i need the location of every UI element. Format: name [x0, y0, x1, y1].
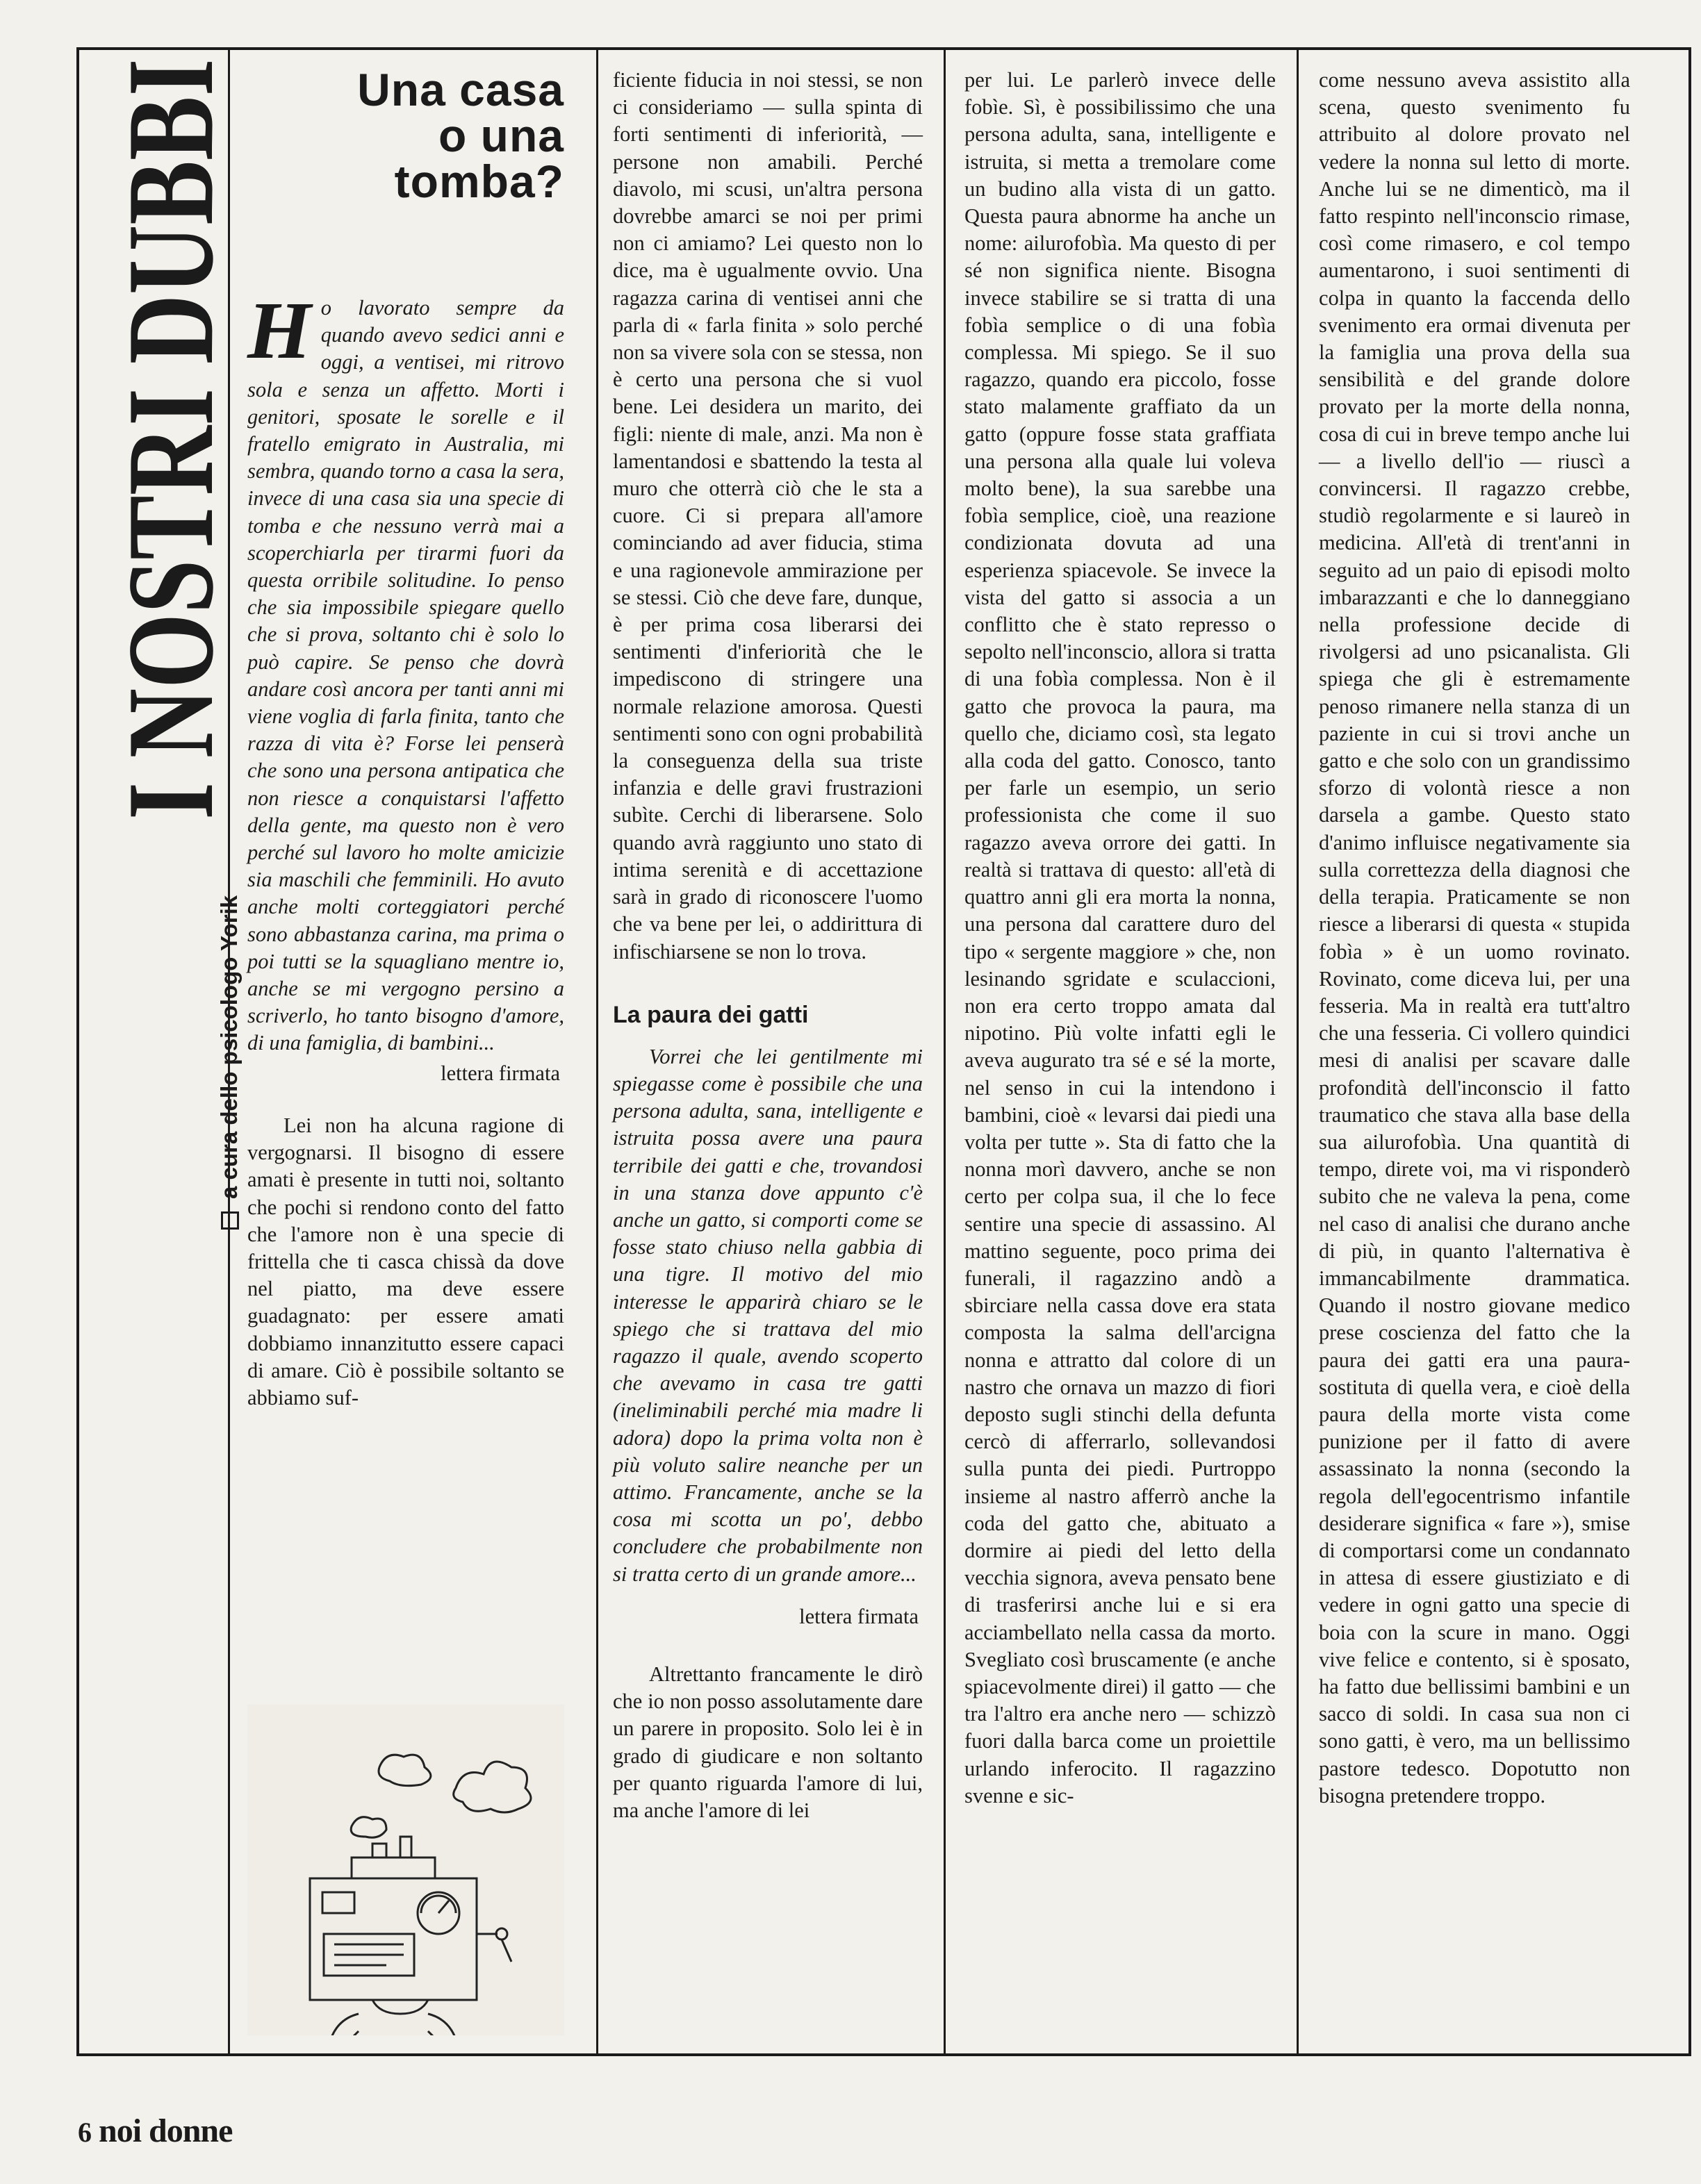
letter-signature: lettera firmata [441, 1061, 560, 1085]
column-rule [944, 47, 946, 2056]
column-rule [1297, 47, 1299, 2056]
illustration [247, 1705, 564, 2035]
headline-line: o una [438, 110, 564, 161]
article-column-4 [1319, 67, 1630, 1810]
letter-signature: lettera firmata [799, 1604, 919, 1628]
headline-line: tomba? [394, 156, 564, 207]
headline-line: Una casa [357, 64, 564, 115]
article-column-1 [247, 64, 564, 1412]
reply-2-part-3: come nessuno aveva assistito alla scena, questo svenimento fu attribuito al dolore provato nel vedere la nonna sul letto di morte. Anche lui se ne dimenticò, ma il fatto respinto nell'inconscio rimase, così come rimasero, e col tempo aumentarono, i suoi sentimenti di colpa in quanto la faccenda dello svenimento era ormai divenuta per la famiglia una prova della sua sensibilità e del grande dolore provato per la morte della nonna, cosa di cui in breve tempo anche lui — a livello dell'io — riuscì a convincersi. Il ragazzo crebbe, studiò regolarmente e si laureò in medicina. All'età di trent'anni in seguito ad un paio di episodi molto imbarazzanti e che lo danneggiano nella professione decide di rivolgersi ad uno psicanalista. Gli spiega che gli è estremamente penoso rimanere nella stanza di un paziente in cui si trovi anche un gatto e che solo con un grandissimo sforzo di volontà riesce a non darsela a gambe. Questo stato d'animo influisce negativamente sia sulla correttezza della diagnosi che della terapia. Praticamente se non riesce a liberarsi di questa « stupida fobìa » è un uomo rovinato. Rovinato, come diceva lui, per una fesseria. Ma in realtà era tutt'altro che una fesseria. Ci vollero quindici mesi di analisi per scavare dalle profondità dell'inconscio il fatto traumatico che stava alla base della sua ailurofobìa. Una quantità di tempo, direte voi, ma vi risponderò subito che ne valeva la pena, come nel caso di analisi che durano anche di più, in quanto l'alternativa è immancabilmente drammatica. Quando il nostro giovane medico prese coscienza del fatto che la paura dei gatti era una paura-sostituta di quella vera, e cioè della paura della morte vista come punizione per il fatto di avere assassinato la nonna (secondo la regola dell'egocentrismo infantile desiderare significa « fare »), smise di comportarsi come un condannato in attesa di essere giustiziato e di vedere in ogni gatto una specie di boia con la scure in mano. Oggi vive felice e contento, si è sposato, ha fatto due bellissimi bambini e un sacco di soldi. In casa sua non ci sono gatti, è vero, ma un bellissimo pastore tedesco. Dopotutto non bisogna pretendere troppo. [1319, 68, 1630, 1807]
reply-1-part-2: ficiente fiducia in noi stessi, se non ci consideriamo — sulla spinta di forti sentimenti di inferiorità, — persone non amabili. Perché diavolo, mi scusi, un'altra persona dovrebbe amarci se noi per primi non ci amiamo? Lei questo non lo dice, ma è ugualmente ovvio. Una ragazza carina di ventisei anni che parla di « farla finita » solo perché non sa vivere sola con se stessa, non è certo una persona che si vuol bene. Lei desidera un marito, dei figli: niente di male, anzi. Ma non è lamentandosi e sbattendo la testa al muro che otterrà ciò che le sta a cuore. Ci si prepara all'amore cominciando ad aver fiducia, stima e una ragionevole ammirazione per se stessi. Ciò che deve fare, dunque, è per prima cosa liberarsi dei sentimenti d'inferiorità che le impediscono di stringere una normale relazione amorosa. Questi sentimenti sono con ogni probabilità la conseguenza della sua triste infanzia e delle gravi frustrazioni subìte. Cerchi di liberarsene. Solo quando avrà raggiunto uno stato di intima serenità e di accettazione sarà in grado di riconoscere l'uomo che va bene per lei, o addirittura di infischiarsene se non lo trova. [613, 68, 923, 963]
checkbox-square-icon [221, 1211, 239, 1230]
byline-text: a cura dello psicologo Yorik [216, 895, 242, 1199]
letter-1-text: o lavorato sempre da quando avevo sedici anni e oggi, a ventisei, mi ritrovo sola e senza un affetto. Morti i genitori, sposate le sorelle e il fratello emigrato in Australia, mi sembra, quando torno a casa la sera, invece di una casa sia una specie di tomba e che nessuno verrà mai a scoperchiarla per tirarmi fuori da questa orribile solitudine. Io penso che sia impossibile spiegare quello che si prova, soltanto chi è solo lo può capire. Se penso che dovrà andare così ancora per tanti anni mi viene voglia di farla finita, tanto che razza di vita è? Forse lei penserà che sono una persona antipatica che non riesce a conquistarsi l'affetto della gente, ma questo non è vero perché sul lavoro ho molte amicizie sia maschili che femminili. Ho avuto anche molti corteggiatori perché sono abbastanza carina, ma prima o poi tutti se la squagliano mentre io, anche se mi vergogno persino a scriverlo, ho tanto bisogno d'amore, di una famiglia, di bambini... [247, 296, 564, 1055]
article-column-2 [613, 67, 923, 1824]
reply-2-part-1: Altrettanto francamente le dirò che io non posso assolutamente dare un parere in proposito. Solo lei è in grado di giudicare e non soltanto per quanto riguarda l'amore di lui, ma anche l'amore di lei [613, 1662, 923, 1822]
section-subhead: La paura dei gatti [613, 1001, 809, 1028]
page-footer [78, 2112, 232, 2150]
headline [247, 64, 564, 207]
article-column-3 [964, 67, 1276, 1810]
magazine-logo: noi donne [99, 2112, 233, 2149]
page-number: 6 [78, 2117, 92, 2148]
drop-cap: H [247, 285, 311, 376]
byline [215, 895, 243, 1230]
section-title: I NOSTRI DUBBI [101, 58, 239, 820]
reader-letter-2: Vorrei che lei gentilmente mi spiegasse come è possibile che una persona adulta, sana, intelligente e istruita possa avere una paura terribile dei gatti e che, trovandosi in una stanza dove appunto c'è anche un gatto, si comporti come se fosse stato chiuso nella gabbia di una tigre. Il motivo del mio interesse le apparirà chiaro se le spiego che si trattava del mio ragazzo il quale, avendo scoperto che avevamo in casa tre gatti (ineliminabili perché mia madre li adora) dopo la prima volta non è più voluto salire neanche per un attimo. Francamente, anche se la cosa mi scotta un po', debbo concludere che probabilmente non si tratta certo di un grande amore... [613, 1044, 923, 1586]
section-banner [101, 49, 257, 1230]
column-rule [596, 47, 598, 2056]
reader-letter-1 [247, 285, 564, 1057]
reply-1-part-1: Lei non ha alcuna ragione di vergognarsi. Il bisogno di essere amati è presente in tutti noi, soltanto che pochi si rendono conto del fatto che l'amore non è una specie di frittella che ti casca chissà da dove nel piatto, ma deve essere guadagnato: per essere amati dobbiamo innanzitutto essere capaci di amare. Ciò è possibile soltanto se abbiamo suf- [247, 1113, 564, 1409]
robot-head-illustration [247, 1705, 564, 2035]
reply-2-part-2: per lui. Le parlerò invece delle fobìe. Sì, è possibilissimo che una persona adulta, sana, intelligente e istruita, si metta a tremolare come un budino alla vista di un gatto. Questa paura abnorme ha anche un nome: ailurofobìa. Ma questo di per sé non significa niente. Bisogna invece stabilire se si tratta di una fobìa semplice o di una fobìa complessa. Mi spiego. Se il suo ragazzo, quando era piccolo, fosse stato malamente graffiato da un gatto (oppure fosse stata graffiata una persona alla quale lui voleva molto bene), la sua sarebbe una fobìa semplice, cioè, una reazione condizionata dovuta ad una esperienza spiacevole. Se invece la vista del gatto si associa a un conflitto che è stato represso o sepolto nell'inconscio, allora si tratta di una fobìa complessa. Non è il gatto che provoca la paura, ma quello che, diciamo così, sta legato alla coda del gatto. Conosco, tanto per farle un esempio, un serio professionista che come il suo ragazzo aveva orrore dei gatti. In realtà si trattava di questo: all'età di quattro anni gli era morta la nonna, una persona dal carattere duro del tipo « sergente maggiore » che, non lesinando sgridate e sculaccioni, non era certo troppo amata dal nipotino. Più volte infatti egli le aveva augurato tra sé e sé la morte, nel senso in cui la intendono i bambini, cioè « levarsi dai piedi una volta per tutte ». Sta di fatto che la nonna morì davvero, anche se non certo per colpa sua, il che lo fece sentire una specie di assassino. Al mattino seguente, poco prima dei funerali, il ragazzino andò a sbirciare nella cassa dove era stata composta la salma dell'arcigna nonna e attratto dal colore di un nastro che ornava un mazzo di fiori deposto sugli stinchi della defunta cercò di afferrarlo, sollevandosi sulla punta dei piedi. Purtroppo insieme al nastro afferrò anche la coda del gatto che, abituato a dormire ai piedi del letto della vecchia signora, aveva pensato bene di trasferirsi anche lui e si era acciambellato nella cassa da morto. Svegliato così bruscamente (e anche spiacevolmente direi) il gatto — che tra l'altro era anche nero — schizzò fuori dalla barca come un proiettile urlando inferocito. Il ragazzino svenne e sic- [964, 68, 1276, 1807]
